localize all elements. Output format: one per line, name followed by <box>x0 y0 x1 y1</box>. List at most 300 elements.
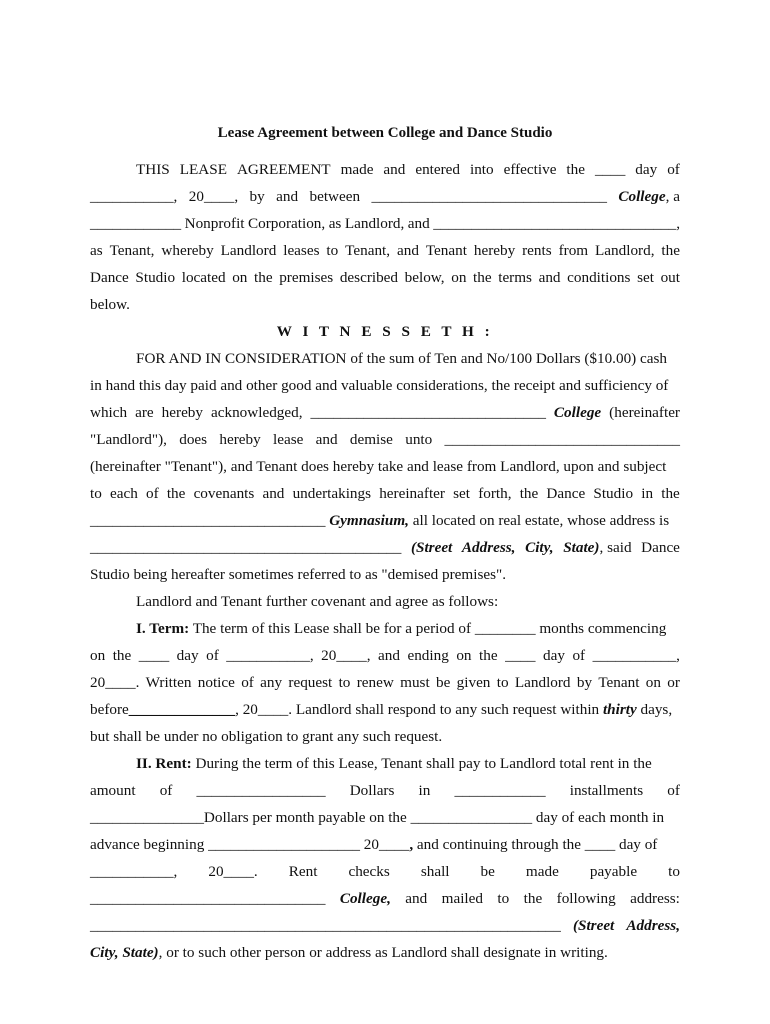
text-segment: lease <box>273 431 304 448</box>
word-group <box>321 646 370 666</box>
document-line <box>90 160 680 180</box>
word-group <box>90 862 177 882</box>
word-group <box>478 484 511 504</box>
text-segment: and <box>315 431 338 448</box>
text-segment: Written <box>145 674 192 691</box>
document-line <box>90 862 680 882</box>
text-segment: and <box>378 647 400 664</box>
word-group <box>283 241 319 261</box>
document-line <box>90 808 680 828</box>
text-segment: Landlord, <box>595 242 655 259</box>
word-group <box>554 403 601 423</box>
word-group <box>329 214 342 234</box>
document-line <box>90 889 680 909</box>
text-segment: or <box>667 674 680 691</box>
text-segment: to <box>497 890 510 907</box>
word-group <box>546 484 585 504</box>
text-segment: Landlord <box>514 674 571 691</box>
word-group <box>567 268 630 288</box>
text-segment: by <box>249 188 265 205</box>
text-segment: LEASE <box>179 161 227 178</box>
document-line <box>90 484 680 504</box>
word-group <box>454 781 545 801</box>
text-segment: ____________ <box>454 782 546 799</box>
word-group <box>90 214 181 234</box>
word-group <box>179 430 207 450</box>
word-group <box>379 484 445 504</box>
document-line <box>90 565 680 585</box>
text-segment: set <box>453 485 471 502</box>
text-segment: , <box>409 836 414 853</box>
word-group <box>90 889 325 909</box>
text-segment: ____ <box>505 647 536 664</box>
document-line <box>90 835 680 855</box>
word-group <box>221 241 277 261</box>
word-group <box>593 484 633 504</box>
text-segment: W I T N E S S E T H : <box>276 323 494 340</box>
word-group <box>232 268 247 288</box>
document-line <box>90 430 680 450</box>
word-group <box>189 187 238 207</box>
text-segment: into <box>469 161 494 178</box>
text-segment: the <box>112 647 132 664</box>
text-segment: Address, <box>626 917 680 934</box>
word-group <box>667 160 680 180</box>
text-segment: rents <box>522 242 552 259</box>
text-segment: , said <box>599 539 632 556</box>
word-group <box>326 241 338 261</box>
word-group <box>146 673 192 693</box>
text-segment: _______________________________ <box>371 188 607 205</box>
word-group <box>522 241 552 261</box>
text-segment: made <box>340 161 374 178</box>
word-group <box>262 484 284 504</box>
text-segment: ______________ <box>128 701 236 718</box>
text-segment: terms <box>498 269 532 286</box>
text-segment: Tenant <box>425 242 467 259</box>
word-group <box>340 268 398 288</box>
word-group <box>185 214 245 234</box>
word-group <box>635 160 657 180</box>
text-segment: the <box>661 485 680 502</box>
document-line <box>90 349 680 369</box>
word-group <box>357 673 394 693</box>
text-segment: and <box>538 269 561 286</box>
word-group <box>570 781 643 801</box>
text-segment: 20____. <box>90 674 140 691</box>
text-segment: Landlord <box>220 242 277 259</box>
text-segment: and continuing through the ____ day of <box>416 836 658 853</box>
word-group <box>339 673 351 693</box>
text-segment: day <box>543 647 565 664</box>
word-group <box>411 538 452 558</box>
text-segment: the <box>566 161 585 178</box>
word-group <box>289 862 318 882</box>
word-group <box>515 673 571 693</box>
text-segment: which <box>90 404 128 421</box>
word-group <box>348 862 389 882</box>
text-segment: checks <box>348 863 390 880</box>
document-line <box>90 592 680 612</box>
text-segment: thirty <box>602 701 637 718</box>
text-segment: AGREEMENT <box>236 161 331 178</box>
word-group <box>254 268 273 288</box>
word-group <box>667 781 680 801</box>
word-group <box>90 673 139 693</box>
word-group <box>378 646 400 666</box>
document-line <box>90 754 680 774</box>
word-group <box>572 646 585 666</box>
word-group <box>539 268 561 288</box>
word-group <box>90 268 129 288</box>
text-segment: be <box>436 674 451 691</box>
text-segment: renew <box>356 674 394 691</box>
word-group <box>630 889 680 909</box>
word-group <box>383 160 405 180</box>
text-segment: Landlord and Tenant further covenant and agree as follows: <box>136 593 499 610</box>
document-line <box>90 511 680 531</box>
text-segment: all located on real estate, whose address is <box>412 512 670 529</box>
text-segment: hereby <box>473 242 516 259</box>
text-segment: each <box>110 485 138 502</box>
word-group <box>626 916 680 936</box>
text-segment: to <box>496 674 509 691</box>
word-group <box>160 781 173 801</box>
word-group <box>595 160 625 180</box>
word-group <box>90 916 561 936</box>
word-group <box>577 673 592 693</box>
text-segment: College <box>618 188 666 205</box>
text-segment: "Landlord"), <box>90 431 167 448</box>
word-group <box>90 646 105 666</box>
word-group <box>559 241 589 261</box>
text-segment: and <box>262 485 285 502</box>
document-line <box>90 403 680 423</box>
text-segment: of <box>572 647 586 664</box>
text-segment: given <box>456 674 491 691</box>
word-group <box>135 403 154 423</box>
text-segment: below, <box>404 269 445 286</box>
text-segment: to <box>326 242 339 259</box>
word-group <box>110 484 138 504</box>
text-segment: the <box>166 485 186 502</box>
text-segment: the <box>479 647 498 664</box>
text-segment: , a <box>665 188 680 205</box>
text-segment: on <box>90 647 106 664</box>
document-line <box>90 781 680 801</box>
word-group <box>276 187 298 207</box>
text-segment: address: <box>630 890 680 907</box>
text-segment: conditions <box>567 269 631 286</box>
word-group <box>405 889 427 909</box>
word-group <box>593 646 680 666</box>
word-group <box>167 484 186 504</box>
word-group <box>498 268 532 288</box>
text-segment: in <box>418 782 431 799</box>
text-segment: described <box>339 269 399 286</box>
document-line <box>90 241 680 261</box>
word-group <box>341 160 374 180</box>
word-group <box>457 673 491 693</box>
word-group <box>497 673 509 693</box>
word-group <box>110 241 155 261</box>
text-segment: shall <box>420 863 450 880</box>
text-segment: ________________________________, <box>433 215 680 232</box>
text-segment: covenants <box>193 485 255 502</box>
text-segment: day <box>176 647 199 664</box>
word-group <box>661 484 680 504</box>
word-group <box>563 538 631 558</box>
text-segment: the <box>661 242 680 259</box>
text-segment: days, <box>640 701 673 718</box>
text-segment: State) <box>563 539 600 556</box>
text-segment: day <box>635 161 658 178</box>
text-segment: on <box>451 269 467 286</box>
word-group <box>288 673 332 693</box>
word-group <box>436 673 450 693</box>
word-group <box>456 646 471 666</box>
text-segment: before <box>90 701 129 718</box>
text-segment: _________________ <box>196 782 326 799</box>
word-group <box>241 673 254 693</box>
text-segment: leases <box>283 242 320 259</box>
text-segment: Address, <box>461 539 516 556</box>
text-segment: City, State) <box>90 944 159 961</box>
word-group <box>161 241 213 261</box>
text-segment: I. Term: <box>136 620 190 637</box>
text-segment: Studio <box>135 269 176 286</box>
text-segment: , 20____. Landlord shall respond to any such request within <box>235 701 600 718</box>
word-group <box>525 538 554 558</box>
word-group <box>453 484 470 504</box>
word-group <box>345 241 390 261</box>
text-segment: set <box>637 269 654 286</box>
text-segment: any <box>260 674 283 691</box>
text-segment: following <box>556 890 616 907</box>
word-group <box>641 538 680 558</box>
text-segment: and <box>276 188 299 205</box>
document-line <box>90 916 680 936</box>
word-group <box>90 484 102 504</box>
word-group <box>526 862 559 882</box>
word-group <box>226 646 313 666</box>
word-group <box>595 241 654 261</box>
word-group <box>405 268 445 288</box>
word-group <box>451 268 466 288</box>
text-segment: College, <box>339 890 391 907</box>
word-group <box>543 646 565 666</box>
word-group <box>405 430 432 450</box>
word-group <box>139 646 169 666</box>
text-segment: ____ <box>594 161 626 178</box>
text-segment: as <box>328 215 342 232</box>
word-group <box>524 889 543 909</box>
document-title: Lease Agreement between College and Dance Studio <box>217 125 553 141</box>
text-segment: (hereinafter "Tenant"), and Tenant does hereby take and lease from Landlord, upon and subject <box>90 458 667 475</box>
word-group <box>90 403 127 423</box>
word-group <box>462 538 516 558</box>
document-line <box>90 376 680 396</box>
word-group <box>162 403 203 423</box>
text-segment: payable <box>589 863 638 880</box>
text-segment: ___________, <box>90 863 178 880</box>
word-group <box>310 187 361 207</box>
word-group <box>180 160 227 180</box>
text-segment: mailed <box>441 890 483 907</box>
document-line <box>90 187 680 207</box>
text-segment: by <box>576 674 593 691</box>
text-segment: Dance <box>546 485 586 502</box>
word-group <box>497 889 509 909</box>
word-group <box>279 268 333 288</box>
text-segment: _______________________________ <box>444 431 680 448</box>
text-segment: and <box>407 215 430 232</box>
word-group <box>641 484 653 504</box>
word-group <box>598 673 639 693</box>
word-group <box>442 889 483 909</box>
text-segment: must <box>400 674 430 691</box>
text-segment: on <box>456 647 472 664</box>
word-group <box>90 187 177 207</box>
word-group <box>557 889 616 909</box>
word-group <box>618 187 680 207</box>
text-segment: located <box>181 269 226 286</box>
word-group <box>206 646 219 666</box>
word-group <box>196 781 325 801</box>
word-group <box>248 214 325 234</box>
document-line <box>90 673 680 693</box>
word-group <box>372 187 607 207</box>
document-line <box>0 322 770 342</box>
document-line <box>90 727 680 747</box>
text-segment: to <box>338 674 351 691</box>
text-segment: ___________, <box>90 188 178 205</box>
text-segment: Dollars <box>349 782 395 799</box>
text-segment: City, <box>525 539 554 556</box>
document-line <box>90 619 680 639</box>
text-segment: the <box>254 269 273 286</box>
text-segment: entered <box>415 161 461 178</box>
word-group <box>311 403 546 423</box>
text-segment: of <box>206 647 219 664</box>
word-group <box>90 781 136 801</box>
text-segment: of <box>667 161 680 178</box>
text-segment: of <box>241 674 254 691</box>
word-group <box>520 484 539 504</box>
text-segment: advance beginning ____________________ 20____ <box>90 836 410 853</box>
text-segment: ____ <box>138 647 170 664</box>
text-segment: _______________Dollars per month payable on the ________________ day of each month in <box>90 809 665 826</box>
text-segment: The term of this Lease shall be for a period of ________ months commencing <box>192 620 667 637</box>
word-group <box>479 646 498 666</box>
text-segment: II. Rent: <box>136 755 192 772</box>
text-segment: 20____, <box>321 647 371 664</box>
text-segment: from <box>558 242 589 259</box>
text-segment: as <box>90 242 103 259</box>
text-segment: FOR AND IN CONSIDERATION of the sum of Ten and No/100 Dollars ($10.00) cash <box>136 350 668 367</box>
text-segment: in <box>641 485 654 502</box>
word-group <box>177 646 199 666</box>
document-line <box>90 268 680 288</box>
text-segment: ___________, <box>226 647 314 664</box>
word-group <box>646 673 661 693</box>
text-segment: ______________________________________________________________ <box>90 917 561 934</box>
word-group <box>433 214 680 234</box>
word-group <box>566 160 585 180</box>
text-segment: of <box>667 782 680 799</box>
word-group <box>473 268 492 288</box>
document-line <box>90 943 680 963</box>
text-segment: forth, <box>478 485 512 502</box>
word-group <box>397 241 419 261</box>
text-segment: hereby <box>219 431 261 448</box>
text-segment: amount <box>90 782 136 799</box>
word-group <box>470 160 494 180</box>
text-segment: Studio <box>593 485 634 502</box>
word-group <box>340 889 391 909</box>
text-segment: College <box>553 404 602 421</box>
word-group <box>407 646 448 666</box>
word-group <box>505 646 535 666</box>
document-line <box>90 214 680 234</box>
word-group <box>445 430 680 450</box>
word-group <box>260 673 282 693</box>
text-segment: Corporation, <box>248 215 326 232</box>
text-segment: unto <box>405 431 433 448</box>
word-group <box>90 430 167 450</box>
word-group <box>474 241 515 261</box>
word-group <box>194 484 255 504</box>
word-group <box>350 430 393 450</box>
word-group <box>146 484 159 504</box>
text-segment: below. <box>90 296 130 313</box>
text-segment: During the term of this Lease, Tenant shall pay to Landlord total rent in the <box>195 755 652 772</box>
text-segment: the <box>519 485 539 502</box>
document-line <box>90 295 680 315</box>
text-segment: Studio being hereafter sometimes referred to as "demised premises". <box>90 566 507 583</box>
document-line <box>90 646 680 666</box>
text-segment: installments <box>569 782 644 799</box>
word-group <box>637 268 654 288</box>
text-segment: (hereinafter <box>609 404 680 421</box>
word-group <box>504 160 557 180</box>
word-group <box>208 862 257 882</box>
text-segment: Dance <box>641 539 680 556</box>
text-segment: demise <box>349 431 393 448</box>
text-segment: Tenant, <box>345 242 391 259</box>
word-group <box>182 268 226 288</box>
text-segment: of <box>159 782 173 799</box>
word-group <box>219 430 260 450</box>
word-group <box>136 160 170 180</box>
text-segment: out <box>660 269 680 286</box>
text-segment: ____________ <box>90 215 182 232</box>
text-segment: Gymnasium, <box>329 512 409 529</box>
text-segment: notice <box>197 674 235 691</box>
text-segment: and <box>383 161 406 178</box>
word-group <box>590 862 637 882</box>
text-segment: _______________________________ <box>310 404 546 421</box>
word-group <box>316 430 338 450</box>
text-segment: Tenant <box>598 674 640 691</box>
word-group <box>419 781 431 801</box>
word-group <box>661 241 680 261</box>
word-group <box>668 862 680 882</box>
text-segment: but shall be under no obligation to grant any such request. <box>90 728 443 745</box>
word-group <box>90 241 103 261</box>
text-segment: premises <box>279 269 334 286</box>
text-segment: (Street <box>572 917 615 934</box>
